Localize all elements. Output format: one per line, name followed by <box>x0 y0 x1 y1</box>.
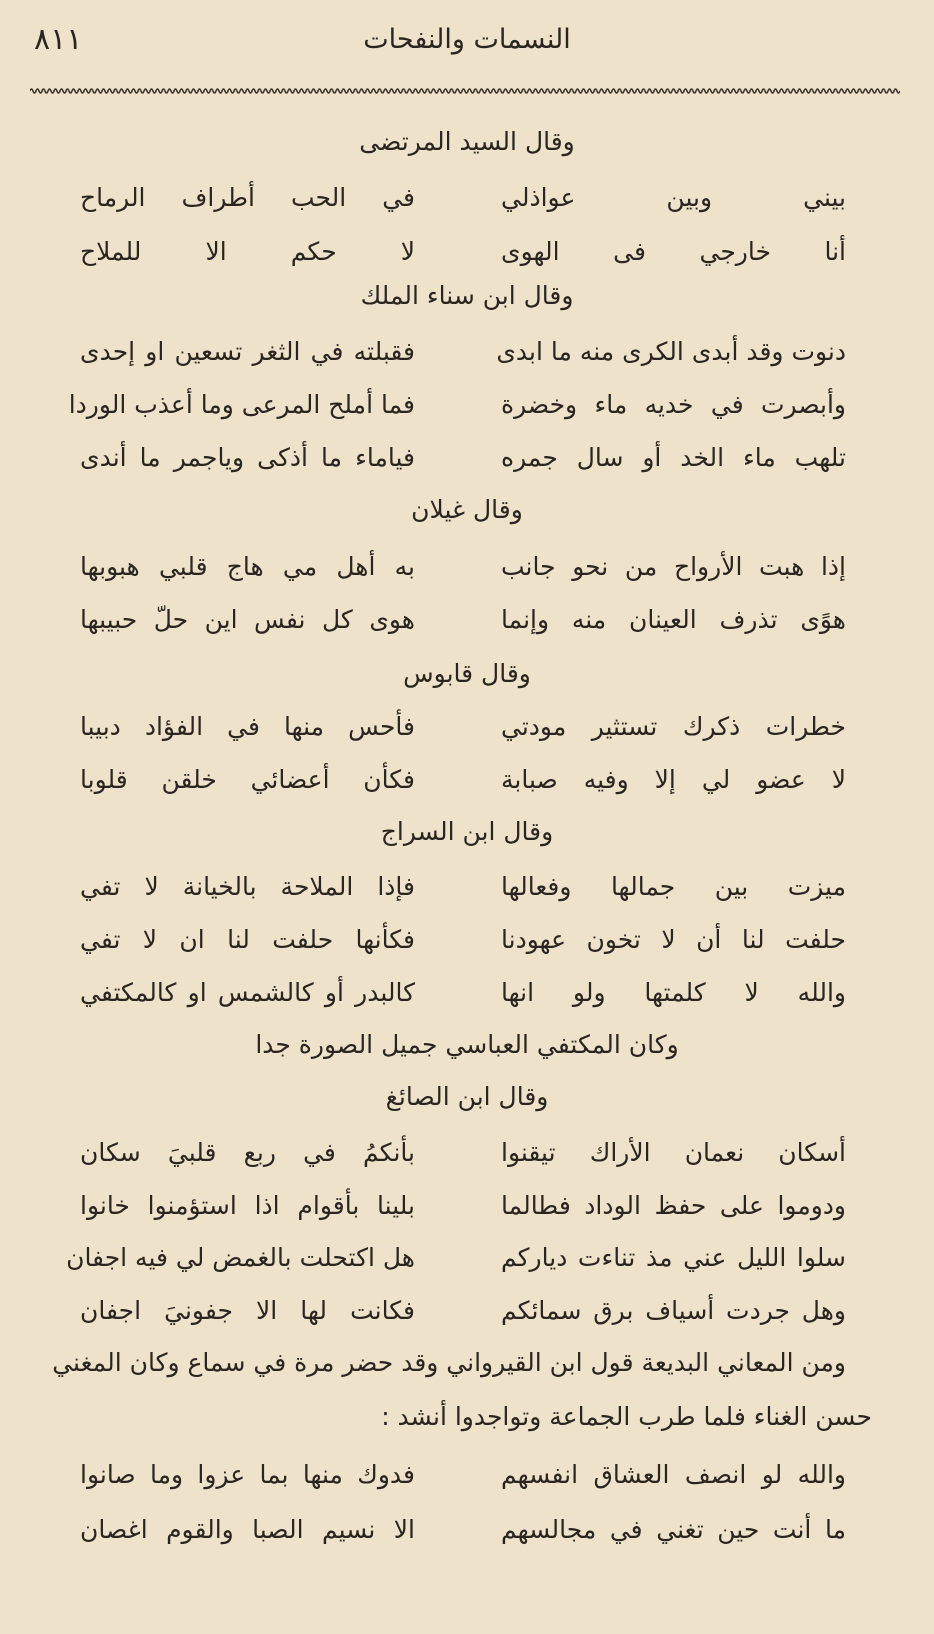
verse-first-hemistich: حلفت لنا أن لا تخون عهودنا <box>501 925 846 954</box>
verse-second-hemistich: هل اكتحلت بالغمض لي فيه اجفان <box>66 1243 415 1272</box>
prose-line: ومن المعاني البديعة قول ابن القيرواني وقد حضر مرة في سماع وكان المغني <box>52 1348 846 1377</box>
verse-first-hemistich: بيني وبين عواذلي <box>501 183 846 212</box>
verse-second-hemistich: به أهل مي هاج قلبي هبوبها <box>80 552 415 581</box>
section-heading: وقال السيد المرتضى <box>359 127 575 156</box>
verse-second-hemistich: فأحس منها في الفؤاد دبيبا <box>80 712 415 741</box>
running-title: النسمات والنفحات <box>363 24 571 55</box>
verse-second-hemistich: هوى كل نفس اين حلّ حبيبها <box>80 605 415 634</box>
verse-first-hemistich: خطرات ذكرك تستثير مودتي <box>501 712 846 741</box>
verse-second-hemistich: فياماء ما أذكى وياجمر ما أندى <box>80 443 415 472</box>
verse-first-hemistich: هوًى تذرف العينان منه وإنما <box>501 605 846 634</box>
verse-first-hemistich: دنوت وقد أبدى الكرى منه ما ابدى <box>496 337 846 366</box>
verse-second-hemistich: بأنكمُ في ربع قلبيَ سكان <box>80 1138 415 1167</box>
page-number: ٨١١ <box>34 22 83 57</box>
verse-second-hemistich: بلينا بأقوام اذا استؤمنوا خانوا <box>80 1191 415 1220</box>
verse-second-hemistich: فدوك منها بما عزوا وما صانوا <box>80 1460 415 1489</box>
verse-first-hemistich: تلهب ماء الخد أو سال جمره <box>501 443 846 472</box>
verse-second-hemistich: في الحب أطراف الرماح <box>80 183 415 212</box>
section-heading: وقال غيلان <box>411 495 523 524</box>
verse-second-hemistich: فكأن أعضائي خلقن قلوبا <box>80 765 415 794</box>
verse-first-hemistich: إذا هبت الأرواح من نحو جانب <box>501 552 846 581</box>
verse-first-hemistich: ميزت بين جمالها وفعالها <box>501 872 846 901</box>
verse-second-hemistich: فما أملح المرعى وما أعذب الوردا <box>68 390 415 419</box>
wavy-rule-divider <box>30 84 900 98</box>
section-heading: وكان المكتفي العباسي جميل الصورة جدا <box>255 1030 679 1059</box>
verse-second-hemistich: لا حكم الا للملاح <box>80 237 415 266</box>
section-heading: وقال ابن السراج <box>380 817 554 846</box>
verse-first-hemistich: ودوموا على حفظ الوداد فطالما <box>501 1191 846 1220</box>
verse-first-hemistich: أنا خارجي فى الهوى <box>501 237 846 266</box>
verse-first-hemistich: والله لا كلمتها ولو انها <box>501 978 846 1007</box>
section-heading: وقال قابوس <box>403 659 531 688</box>
verse-first-hemistich: وأبصرت في خديه ماء وخضرة <box>501 390 846 419</box>
verse-second-hemistich: فكانت لها الا جفونيَ اجفان <box>80 1296 415 1325</box>
verse-second-hemistich: فكأنها حلفت لنا ان لا تفي <box>80 925 415 954</box>
verse-second-hemistich: كالبدر أو كالشمس او كالمكتفي <box>80 978 415 1007</box>
prose-line: حسن الغناء فلما طرب الجماعة وتواجدوا أنشد : <box>381 1402 872 1431</box>
verse-first-hemistich: ما أنت حين تغني في مجالسهم <box>501 1515 846 1544</box>
verse-first-hemistich: سلوا الليل عني مذ تناءت دياركم <box>501 1243 846 1272</box>
verse-first-hemistich: لا عضو لي إلا وفيه صبابة <box>501 765 846 794</box>
verse-second-hemistich: فقبلته في الثغر تسعين او إحدى <box>80 337 415 366</box>
section-heading: وقال ابن الصائغ <box>385 1082 549 1111</box>
verse-first-hemistich: أسكان نعمان الأراك تيقنوا <box>501 1138 846 1167</box>
verse-second-hemistich: فإذا الملاحة بالخيانة لا تفي <box>80 872 415 901</box>
section-heading: وقال ابن سناء الملك <box>360 281 574 310</box>
verse-first-hemistich: والله لو انصف العشاق انفسهم <box>501 1460 846 1489</box>
verse-first-hemistich: وهل جردت أسياف برق سمائكم <box>501 1296 846 1325</box>
verse-second-hemistich: الا نسيم الصبا والقوم اغصان <box>80 1515 415 1544</box>
